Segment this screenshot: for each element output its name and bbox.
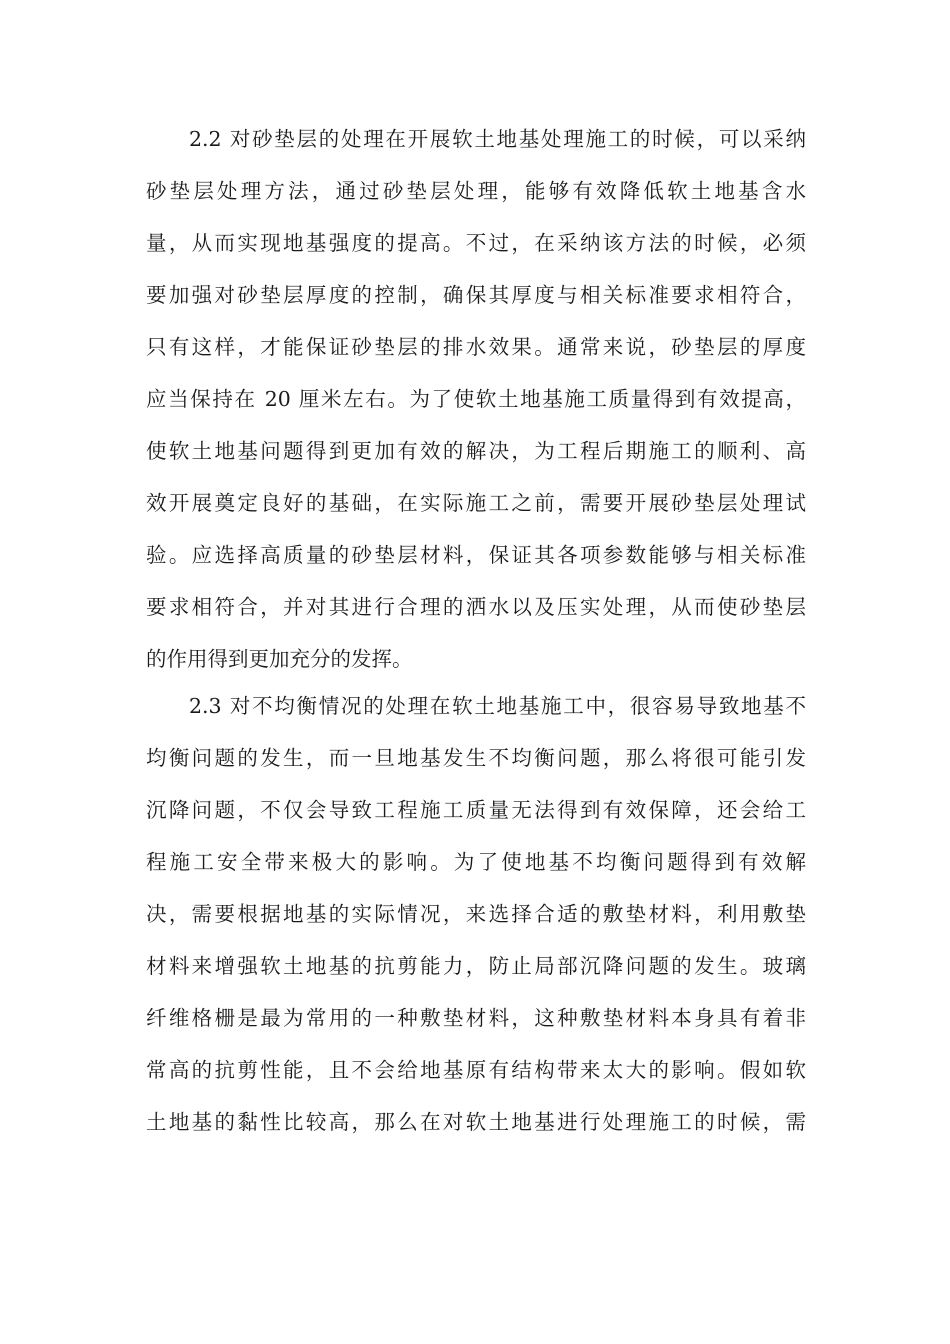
text-line: 要求相符合，并对其进行合理的洒水以及压实处理，从而使砂垫层 [146, 595, 806, 619]
text-line: 土地基的黏性比较高，那么在对软土地基进行处理施工的时候，需 [146, 1110, 806, 1134]
text-line: 砂垫层处理方法，通过砂垫层处理，能够有效降低软土地基含水 [146, 179, 806, 203]
text-line: 使软土地基问题得到更加有效的解决，为工程后期施工的顺利、高 [146, 439, 806, 463]
text-line: 沉降问题，不仅会导致工程施工质量无法得到有效保障，还会给工 [146, 798, 806, 822]
paragraph-2-2 [146, 113, 806, 685]
text-line: 2.2 对砂垫层的处理在开展软土地基处理施工的时候，可以采纳 [189, 127, 806, 151]
text-line: 量，从而实现地基强度的提高。不过，在采纳该方法的时候，必须 [146, 231, 806, 255]
text-line: 效开展奠定良好的基础，在实际施工之前，需要开展砂垫层处理试 [146, 491, 806, 515]
text-line: 应当保持在 20 厘米左右。为了使软土地基施工质量得到有效提高， [146, 387, 806, 411]
text-line: 均衡问题的发生，而一旦地基发生不均衡问题，那么将很可能引发 [146, 746, 806, 770]
text-line: 2.3 对不均衡情况的处理在软土地基施工中，很容易导致地基不 [189, 694, 806, 718]
text-line: 决，需要根据地基的实际情况，来选择合适的敷垫材料，利用敷垫 [146, 902, 806, 926]
text-line: 纤维格栅是最为常用的一种敷垫材料，这种敷垫材料本身具有着非 [146, 1006, 806, 1030]
text-line: 程施工安全带来极大的影响。为了使地基不均衡问题得到有效解 [146, 850, 806, 874]
text-line: 验。应选择高质量的砂垫层材料，保证其各项参数能够与相关标准 [146, 543, 806, 567]
text-line: 常高的抗剪性能，且不会给地基原有结构带来太大的影响。假如软 [146, 1058, 806, 1082]
text-line: 材料来增强软土地基的抗剪能力，防止局部沉降问题的发生。玻璃 [146, 954, 806, 978]
text-line: 只有这样，才能保证砂垫层的排水效果。通常来说，砂垫层的厚度 [146, 335, 806, 359]
paragraph-2-3 [146, 680, 806, 1148]
text-line: 的作用得到更加充分的发挥。 [146, 647, 413, 671]
text-line: 要加强对砂垫层厚度的控制，确保其厚度与相关标准要求相符合， [146, 283, 806, 307]
